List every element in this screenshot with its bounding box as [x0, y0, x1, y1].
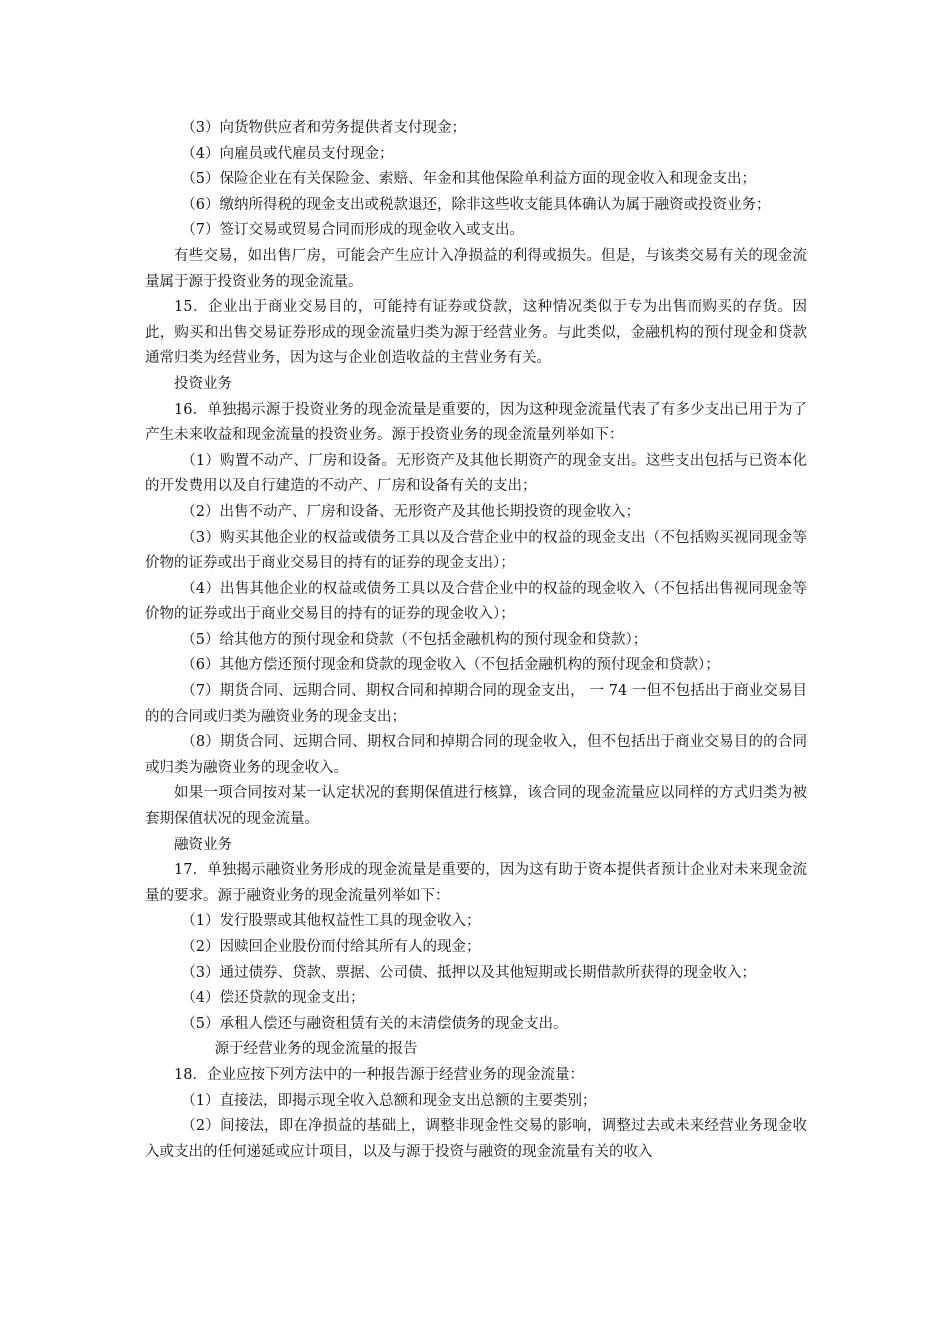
paragraph: （5）保险企业在有关保险金、索赔、年金和其他保险单利益方面的现金收入和现金支出；: [181, 171, 756, 188]
paragraph: 有些交易，如出售厂房，可能会产生应计入净损益的利得或损失。但是，与该类交易有关的现金流量属于源于投资业务的现金流量。: [145, 247, 807, 290]
paragraph: （4）向雇员或代雇员支付现金；: [181, 145, 394, 162]
paragraph: （5）给其他方的预付现金和贷款（不包括金融机构的预付现金和贷款）；: [181, 631, 648, 648]
paragraph: （1）直接法，即揭示现全收入总额和现金支出总额的主要类别；: [181, 1092, 597, 1109]
paragraph: （4）出售其他企业的权益或债务工具以及合营企业中的权益的现金收入（不包括出售视同现金等价物的证券或出于商业交易目的持有的证券的现金收入）；: [145, 580, 807, 623]
paragraph: 如果一项合同按对某一认定状况的套期保值进行核算，该合同的现金流量应以同样的方式归类为被套期保值状况的现金流量。: [145, 785, 807, 828]
paragraph: （5）承租人偿还与融资租赁有关的末清偿债务的现金支出。: [181, 1015, 568, 1032]
paragraph: （3）向货物供应者和劳务提供者支付现金；: [181, 120, 466, 136]
section-heading: 融资业务: [174, 836, 232, 853]
paragraph: （2）出售不动产、厂房和设备、无形资产及其他长期投资的现金收入；: [181, 503, 640, 520]
paragraph: 15．企业出于商业交易目的，可能持有证券或贷款，这种情况类似于专为出售而购买的存货。因此，购买和出售交易证券形成的现金流量归类为源于经营业务。与此类似，金融机构的预付现金和贷款通常归类为经营业务，因为这与企业创造收益的主营业务有关。: [145, 299, 807, 367]
paragraph: （2）因赎回企业股份而付给其所有人的现金；: [181, 939, 481, 955]
paragraph: （3）通过债券、贷款、票据、公司债、抵押以及其他短期或长期借款所获得的现金收入；: [181, 964, 756, 981]
paragraph: （4）偿还贷款的现金支出；: [181, 990, 365, 1007]
document-body: [145, 116, 807, 1165]
paragraph: （8）期货合同、远期合同、期权合同和掉期合同的现金收入，但不包括出于商业交易目的的合同或归类为融资业务的现金收入。: [145, 734, 807, 776]
paragraph: 16．单独揭示源于投资业务的现金流量是重要的，因为这种现金流量代表了有多少支出已用于为了产生未来收益和现金流量的投资业务。源于投资业务的现金流量列举如下：: [145, 401, 807, 444]
paragraph: （7）期货合同、远期合同、期权合同和掉期合同的现金支出， 一 74 一但不包括出于商业交易目的的合同或归类为融资业务的现金支出；: [145, 683, 807, 725]
paragraph: 18．企业应按下列方法中的一种报告源于经营业务的现金流量：: [174, 1066, 584, 1083]
paragraph: （1）发行股票或其他权益性工具的现金收入；: [181, 913, 481, 930]
paragraph: 17．单独揭示融资业务形成的现金流量是重要的，因为这有助于资本提供者预计企业对未来现金流量的要求。源于融资业务的现金流量列举如下：: [145, 862, 807, 904]
section-heading: 源于经营业务的现金流量的报告: [214, 1041, 418, 1058]
paragraph: （1）购置不动产、厂房和设备。无形资产及其他长期资产的现金支出。这些支出包括与已资本化的开发费用以及自行建造的不动产、厂房和设备有关的支出；: [145, 452, 807, 495]
paragraph: （7）签订交易或贸易合同而形成的现金收入或支出。: [181, 222, 524, 239]
section-heading: 投资业务: [174, 375, 232, 392]
paragraph: （6）其他方偿还预付现金和贷款的现金收入（不包括金融机构的预付现金和贷款）；: [181, 657, 720, 674]
paragraph: （6）缴纳所得税的现金支出或税款退还，除非这些收支能具体确认为属于融资或投资业务；: [181, 196, 771, 213]
paragraph: （3）购买其他企业的权益或债务工具以及合营企业中的权益的现金支出（不包括购买视同现金等价物的证券或出于商业交易目的持有的证券的现金支出）；: [145, 529, 807, 572]
paragraph: （2）间接法，即在净损益的基础上，调整非现金性交易的影响，调整过去或未来经营业务现金收入或支出的任何递延或应计项目，以及与源于投资与融资的现金流量有关的收入: [145, 1118, 807, 1160]
